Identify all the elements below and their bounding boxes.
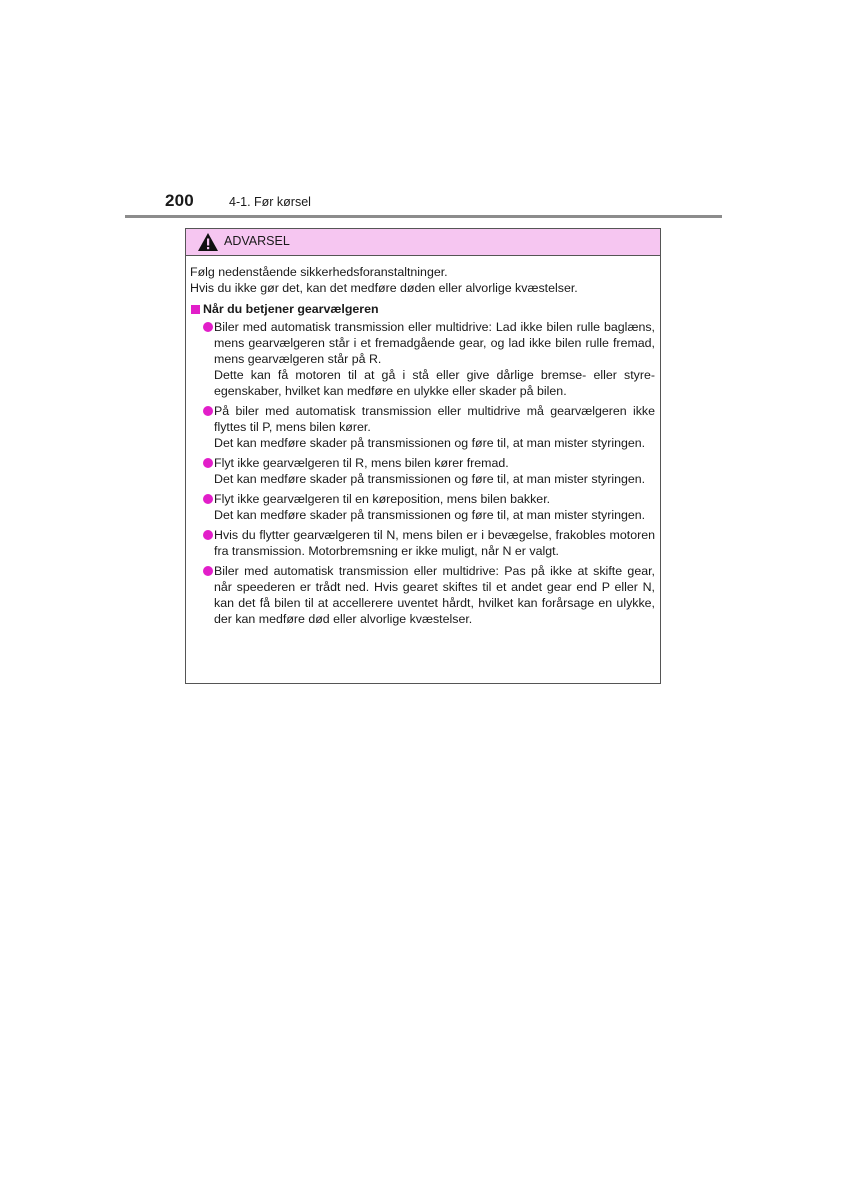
item-text: Flyt ikke gearvælgeren til R, mens bilen kører fremad.	[214, 456, 509, 470]
warning-subheading	[190, 301, 655, 317]
circle-bullet-icon	[203, 322, 213, 332]
circle-bullet-icon	[203, 406, 213, 416]
intro-line: Følg nedenstående sikkerhedsforanstaltninger.	[190, 265, 448, 279]
item-text: Flyt ikke gearvælgeren til en køreposition, mens bilen bakker.	[214, 492, 551, 506]
page-header	[165, 190, 722, 216]
warning-box	[185, 228, 661, 684]
list-item	[190, 563, 655, 627]
list-item	[190, 319, 655, 399]
list-item	[190, 491, 655, 523]
warning-body	[186, 256, 660, 627]
circle-bullet-icon	[203, 566, 213, 576]
warning-header	[186, 229, 660, 256]
subheading-text: Når du betjener gearvælgeren	[203, 302, 379, 316]
circle-bullet-icon	[203, 530, 213, 540]
warning-label: ADVARSEL	[224, 234, 290, 248]
list-item	[190, 455, 655, 487]
item-text: Hvis du flytter gearvælgeren til N, mens bilen er i bevægelse, frakobles motoren fra transmission. Motorbremsning er ikke muligt, når N er valgt.	[214, 528, 655, 558]
section-title: 4-1. Før kørsel	[229, 195, 311, 209]
item-text: Det kan medføre skader på transmissionen og føre til, at man mister styringen.	[214, 472, 646, 486]
item-text: Det kan medføre skader på transmissionen og føre til, at man mister styringen.	[214, 508, 646, 522]
page-number: 200	[165, 191, 194, 210]
circle-bullet-icon	[203, 458, 213, 468]
item-text: Det kan medføre skader på transmissionen og føre til, at man mister styringen.	[214, 436, 646, 450]
item-text: På biler med automatisk transmission eller multidrive må gearvælgeren ikke flyttes til P, mens bilen kører.	[214, 404, 655, 434]
list-item	[190, 527, 655, 559]
intro-line: Hvis du ikke gør det, kan det medføre døden eller alvorlige kvæstelser.	[190, 281, 578, 295]
circle-bullet-icon	[203, 494, 213, 504]
item-text: Biler med automatisk transmission eller multidrive: Pas på ikke at skifte gear, når speederen er trådt ned. Hvis gearet skiftes til et andet gear end P eller N, kan det få bilen til at accellerere uventet hårdt, hvilket kan forårsage en ulykke, der kan medføre død eller alvorlige kvæstelser.	[214, 564, 655, 626]
warning-triangle-icon	[197, 232, 219, 252]
item-text: Dette kan få motoren til at gå i stå eller give dårlige bremse- eller styre-egenskaber, hvilket kan medføre en ulykke eller skader på bilen.	[214, 368, 655, 398]
header-rule	[125, 215, 722, 218]
item-text: Biler med automatisk transmission eller multidrive: Lad ikke bilen rulle baglæns, mens gearvælgeren står i et fremadgående gear, og lad ikke bilen rulle fremad, mens gearvælgeren står på R.	[214, 320, 655, 366]
list-item	[190, 403, 655, 451]
warning-intro	[190, 264, 655, 296]
warning-items	[190, 319, 655, 627]
square-bullet-icon	[191, 305, 200, 314]
